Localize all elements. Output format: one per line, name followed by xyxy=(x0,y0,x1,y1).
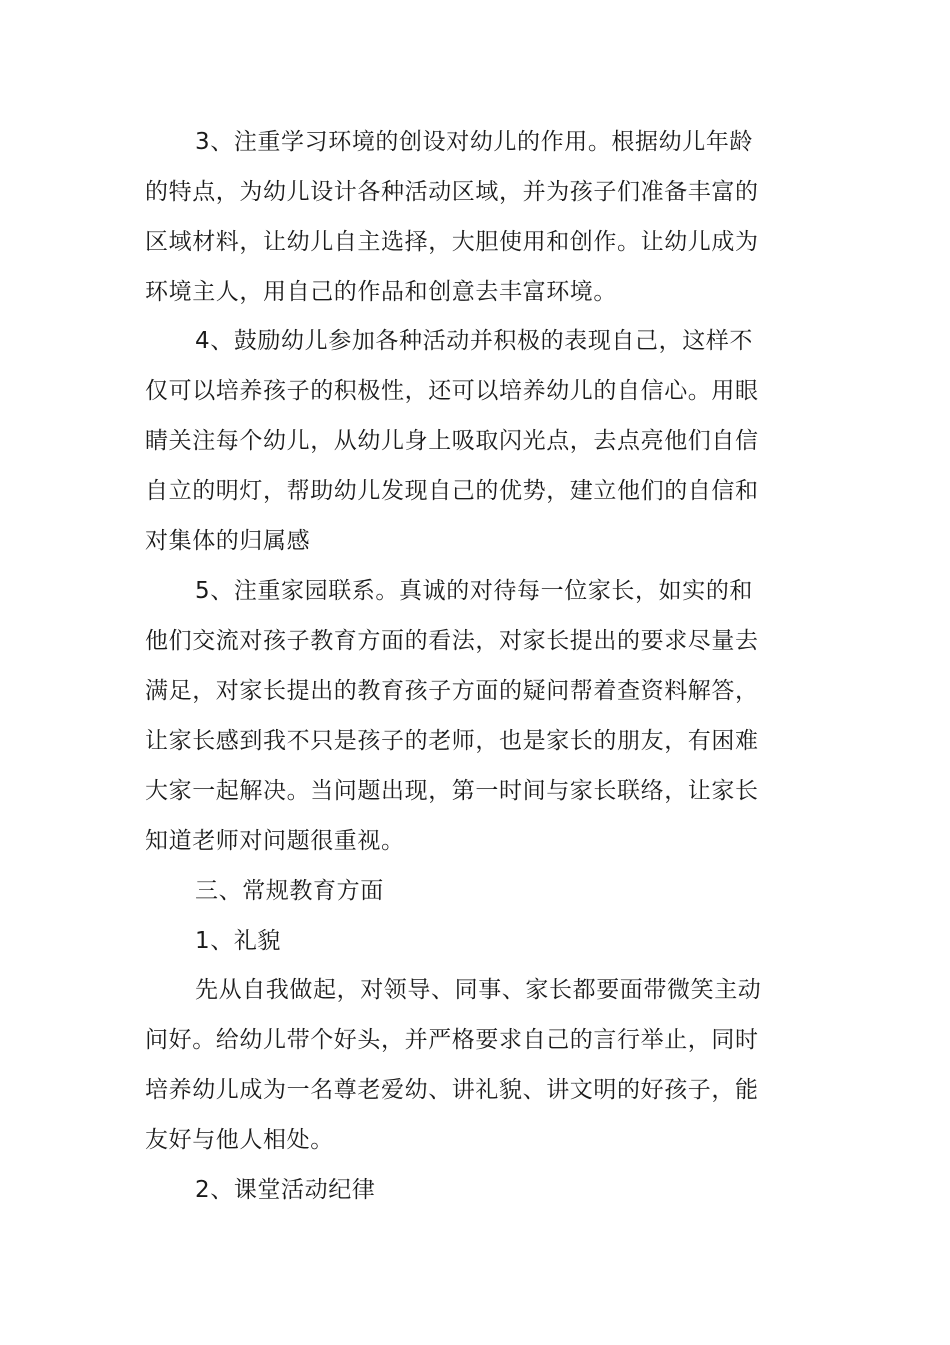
paragraph-3-line-6: 知道老师对问题很重视。 xyxy=(145,828,405,854)
paragraph-2-line-5: 对集体的归属感 xyxy=(145,528,311,554)
paragraph-1-line-4: 环境主人，用自己的作品和创意去丰富环境。 xyxy=(145,279,617,305)
paragraph-1-line-1: 3、注重学习环境的创设对幼儿的作用。根据幼儿年龄 xyxy=(195,129,754,155)
paragraph-2-line-3: 睛关注每个幼儿，从幼儿身上吸取闪光点，去点亮他们自信 xyxy=(145,428,759,454)
paragraph-4-line-3: 培养幼儿成为一名尊老爱幼、讲礼貌、讲文明的好孩子，能 xyxy=(145,1077,759,1103)
paragraph-2-line-1: 4、鼓励幼儿参加各种活动并积极的表现自己，这样不 xyxy=(195,328,754,354)
paragraph-1-line-2: 的特点，为幼儿设计各种活动区域，并为孩子们准备丰富的 xyxy=(145,179,759,205)
paragraph-3-line-4: 让家长感到我不只是孩子的老师，也是家长的朋友，有困难 xyxy=(145,728,759,754)
paragraph-3-line-5: 大家一起解决。当问题出现，第一时间与家长联络，让家长 xyxy=(145,778,759,804)
paragraph-2-line-2: 仅可以培养孩子的积极性，还可以培养幼儿的自信心。用眼 xyxy=(145,378,759,404)
section-heading: 三、常规教育方面 xyxy=(195,878,384,904)
paragraph-4-line-2: 问好。给幼儿带个好头，并严格要求自己的言行举止，同时 xyxy=(145,1027,759,1053)
paragraph-3-line-3: 满足，对家长提出的教育孩子方面的疑问帮着查资料解答， xyxy=(145,678,759,704)
paragraph-3-line-2: 他们交流对孩子教育方面的看法，对家长提出的要求尽量去 xyxy=(145,628,759,654)
paragraph-4-line-1: 先从自我做起，对领导、同事、家长都要面带微笑主动 xyxy=(195,977,762,1003)
paragraph-4-line-4: 友好与他人相处。 xyxy=(145,1127,334,1153)
subheading-courtesy: 1、礼貌 xyxy=(195,928,282,954)
paragraph-2-line-4: 自立的明灯，帮助幼儿发现自己的优势，建立他们的自信和 xyxy=(145,478,759,504)
paragraph-1-line-3: 区域材料，让幼儿自主选择，大胆使用和创作。让幼儿成为 xyxy=(145,229,759,255)
paragraph-3-line-1: 5、注重家园联系。真诚的对待每一位家长，如实的和 xyxy=(195,578,754,604)
subheading-classroom-discipline: 2、课堂活动纪律 xyxy=(195,1177,376,1203)
